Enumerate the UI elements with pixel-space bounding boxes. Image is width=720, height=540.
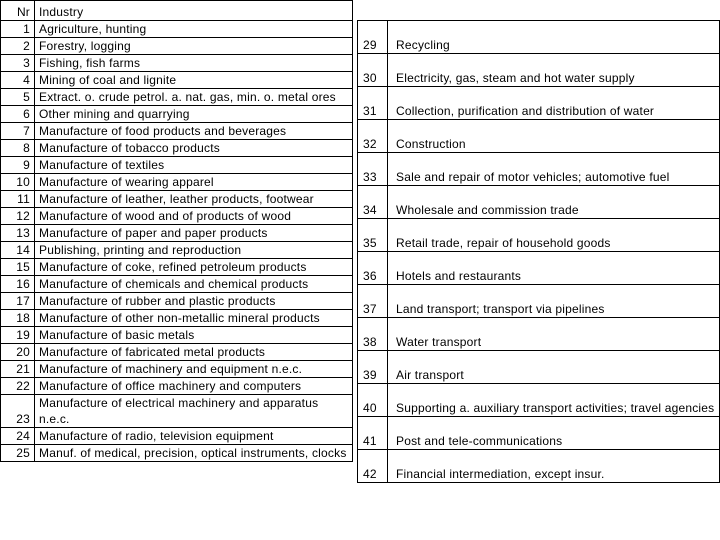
row-number: 40 [358,384,388,417]
table-row [1,38,353,55]
industry-name: Financial intermediation, except insur. [388,450,720,483]
industry-name: Manufacture of fabricated metal products [35,344,353,361]
row-number: 1 [1,21,35,38]
industry-name: Hotels and restaurants [388,252,720,285]
table-row [358,384,720,417]
table-row [1,106,353,123]
row-number: 24 [1,428,35,445]
row-number: 18 [1,310,35,327]
industry-name: Manufacture of textiles [35,157,353,174]
table-row [1,327,353,344]
table-row [358,417,720,450]
row-number: 19 [1,327,35,344]
table-row [1,293,353,310]
row-number: 25 [1,445,35,462]
table-row [1,174,353,191]
industry-name: Manufacture of electrical machinery and apparatus n.e.c. [35,395,353,428]
industry-table-left [0,0,353,462]
industry-name: Recycling [388,21,720,54]
row-number: 10 [1,174,35,191]
industry-name: Wholesale and commission trade [388,186,720,219]
industry-name: Collection, purification and distribution of water [388,87,720,120]
row-number: 20 [1,344,35,361]
industry-name: Manufacture of basic metals [35,327,353,344]
table-row [1,89,353,106]
row-number: 3 [1,55,35,72]
table-row [358,21,720,54]
row-number: 4 [1,72,35,89]
row-number: 11 [1,191,35,208]
industry-name: Electricity, gas, steam and hot water supply [388,54,720,87]
industry-name: Construction [388,120,720,153]
industry-name: Manufacture of machinery and equipment n.e.c. [35,361,353,378]
table-row [1,123,353,140]
row-number: 32 [358,120,388,153]
row-number: 30 [358,54,388,87]
industry-name: Manufacture of office machinery and computers [35,378,353,395]
row-number: 35 [358,219,388,252]
industry-name: Land transport; transport via pipelines [388,285,720,318]
industry-table-right [357,20,720,483]
industry-name: Manufacture of coke, refined petroleum products [35,259,353,276]
row-number: 36 [358,252,388,285]
row-number: 9 [1,157,35,174]
industry-name: Manufacture of tobacco products [35,140,353,157]
table-row [1,428,353,445]
industry-column-header: Industry [35,1,353,21]
table-row [358,450,720,483]
row-number: 33 [358,153,388,186]
table-row [1,344,353,361]
row-number: 23 [1,395,35,428]
row-number: 16 [1,276,35,293]
row-number: 21 [1,361,35,378]
row-number: 22 [1,378,35,395]
row-number: 39 [358,351,388,384]
industry-name: Post and tele-communications [388,417,720,450]
table-row [1,208,353,225]
row-number: 42 [358,450,388,483]
table-row [358,351,720,384]
industry-name: Other mining and quarrying [35,106,353,123]
industry-table-right-viewport [357,20,720,481]
table-row [1,361,353,378]
table-row [358,87,720,120]
industry-name: Air transport [388,351,720,384]
industry-name: Retail trade, repair of household goods [388,219,720,252]
table-row [1,21,353,38]
industry-name: Manufacture of rubber and plastic products [35,293,353,310]
table-header-row [1,1,353,21]
table-row [358,285,720,318]
industry-name: Mining of coal and lignite [35,72,353,89]
table-row [1,55,353,72]
row-number: 7 [1,123,35,140]
table-row [358,318,720,351]
row-number: 38 [358,318,388,351]
row-number: 8 [1,140,35,157]
table-row [1,395,353,428]
industry-name: Manufacture of other non-metallic mineral products [35,310,353,327]
row-number: 34 [358,186,388,219]
row-number: 17 [1,293,35,310]
table-row [1,191,353,208]
table-row [1,140,353,157]
table-row [1,445,353,462]
row-number: 15 [1,259,35,276]
row-number: 37 [358,285,388,318]
table-row [1,157,353,174]
table-row [358,153,720,186]
industry-name: Forestry, logging [35,38,353,55]
table-row [358,54,720,87]
row-number: 12 [1,208,35,225]
table-row [358,252,720,285]
row-number: 31 [358,87,388,120]
industry-name: Manufacture of wearing apparel [35,174,353,191]
industry-name: Manufacture of radio, television equipment [35,428,353,445]
industry-name: Manufacture of wood and of products of wood [35,208,353,225]
industry-name: Manufacture of paper and paper products [35,225,353,242]
table-row [1,72,353,89]
row-number: 5 [1,89,35,106]
table-row [358,120,720,153]
table-row [1,242,353,259]
table-row [358,186,720,219]
row-number: 41 [358,417,388,450]
industry-name: Agriculture, hunting [35,21,353,38]
row-number: 14 [1,242,35,259]
industry-name: Manufacture of food products and beverages [35,123,353,140]
row-number: 13 [1,225,35,242]
row-number: 6 [1,106,35,123]
table-row [1,378,353,395]
table-row [1,310,353,327]
industry-name: Manufacture of chemicals and chemical products [35,276,353,293]
industry-name: Manufacture of leather, leather products, footwear [35,191,353,208]
table-row [1,276,353,293]
industry-name: Extract. o. crude petrol. a. nat. gas, min. o. metal ores [35,89,353,106]
table-row [1,225,353,242]
industry-name: Fishing, fish farms [35,55,353,72]
row-number: 2 [1,38,35,55]
table-row [1,259,353,276]
table-row [358,219,720,252]
industry-name: Supporting a. auxiliary transport activities; travel agencies [388,384,720,417]
industry-name: Sale and repair of motor vehicles; automotive fuel [388,153,720,186]
industry-name: Water transport [388,318,720,351]
row-number: 29 [358,21,388,54]
industry-name: Manuf. of medical, precision, optical instruments, clocks [35,445,353,462]
nr-column-header: Nr [1,1,35,21]
industry-name: Publishing, printing and reproduction [35,242,353,259]
